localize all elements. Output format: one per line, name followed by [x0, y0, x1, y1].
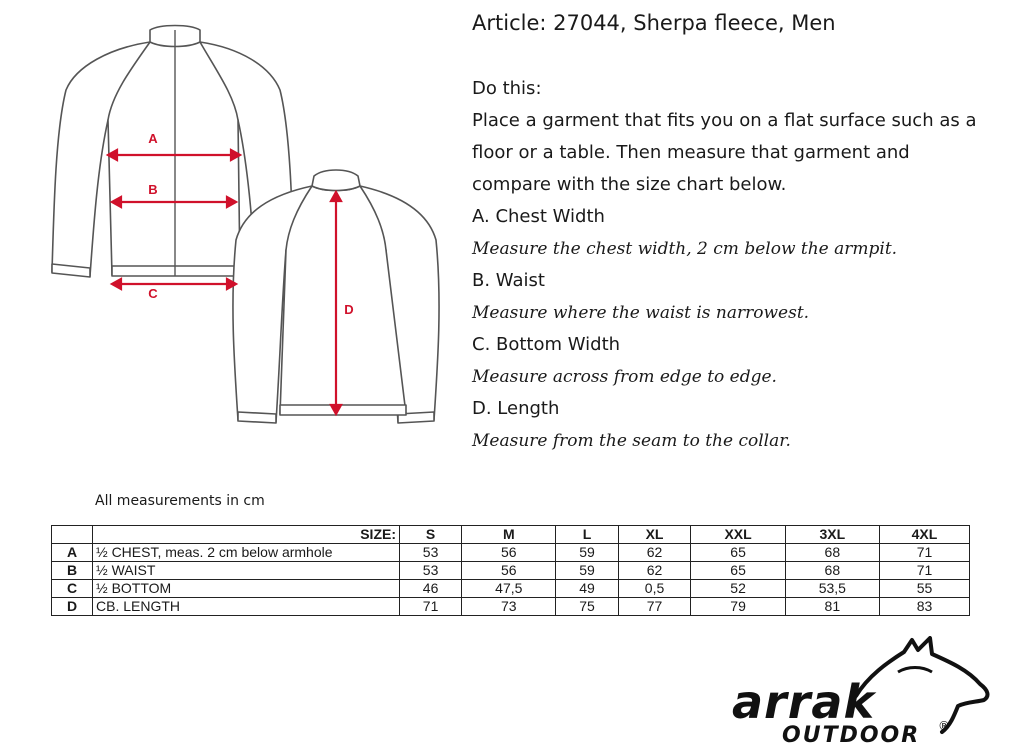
table-row [52, 580, 970, 598]
measure-c-title: C. Bottom Width [472, 334, 621, 355]
table-cell: 71 [879, 562, 969, 580]
logo-registered-mark: ® [938, 719, 950, 733]
size-header: 3XL [785, 526, 879, 544]
size-label: SIZE: [93, 526, 400, 544]
garment-diagram [0, 0, 470, 440]
table-cell: 75 [556, 598, 618, 616]
table-row [52, 598, 970, 616]
row-label: ½ CHEST, meas. 2 cm below armhole [93, 544, 400, 562]
row-label: ½ BOTTOM [93, 580, 400, 598]
size-header: XXL [691, 526, 785, 544]
table-cell: 68 [785, 562, 879, 580]
row-code: C [52, 580, 93, 598]
table-cell: 68 [785, 544, 879, 562]
row-code: D [52, 598, 93, 616]
table-header-row [52, 526, 970, 544]
label-d: D [344, 302, 354, 317]
size-header: M [462, 526, 556, 544]
table-cell: 79 [691, 598, 785, 616]
logo-brand-text: arrak [732, 675, 876, 729]
table-cell: 62 [618, 562, 691, 580]
size-header: XL [618, 526, 691, 544]
table-cell: 46 [400, 580, 462, 598]
measure-d-title: D. Length [472, 398, 560, 419]
table-cell: 73 [462, 598, 556, 616]
table-cell: 47,5 [462, 580, 556, 598]
measure-a-desc: Measure the chest width, 2 cm below the armpit. [472, 239, 898, 259]
size-header: 4XL [879, 526, 969, 544]
row-label: ½ WAIST [93, 562, 400, 580]
arrak-outdoor-logo [728, 636, 998, 748]
label-b: B [148, 182, 158, 197]
intro-line-1: Place a garment that fits you on a flat surface such as a [472, 110, 977, 131]
table-row [52, 562, 970, 580]
table-cell: 53,5 [785, 580, 879, 598]
table-cell: 52 [691, 580, 785, 598]
table-cell: 56 [462, 562, 556, 580]
row-code: B [52, 562, 93, 580]
table-cell: 81 [785, 598, 879, 616]
table-cell: 65 [691, 562, 785, 580]
article-title: Article: 27044, Sherpa fleece, Men [472, 11, 836, 35]
row-code: A [52, 544, 93, 562]
intro-line-3: compare with the size chart below. [472, 174, 787, 195]
instructions-panel [472, 8, 1012, 457]
table-cell: 71 [400, 598, 462, 616]
size-header: L [556, 526, 618, 544]
label-a: A [148, 131, 158, 146]
size-header: S [400, 526, 462, 544]
table-cell: 55 [879, 580, 969, 598]
table-cell: 83 [879, 598, 969, 616]
measure-b-title: B. Waist [472, 270, 545, 291]
table-cell: 71 [879, 544, 969, 562]
measure-b-desc: Measure where the waist is narrowest. [472, 303, 810, 323]
row-label: CB. LENGTH [93, 598, 400, 616]
table-cell: 65 [691, 544, 785, 562]
table-cell: 53 [400, 562, 462, 580]
logo-sub-text: OUTDOOR [782, 723, 921, 748]
units-note: All measurements in cm [95, 493, 265, 509]
table-cell: 59 [556, 562, 618, 580]
label-c: C [148, 286, 158, 301]
dog-head-icon [856, 638, 987, 732]
table-cell: 53 [400, 544, 462, 562]
table-cell: 62 [618, 544, 691, 562]
table-cell: 77 [618, 598, 691, 616]
size-chart-table [51, 525, 970, 616]
measure-d-desc: Measure from the seam to the collar. [472, 431, 791, 451]
instructions-heading: Do this: [472, 78, 542, 99]
table-cell: 59 [556, 544, 618, 562]
header-empty-cell [52, 526, 93, 544]
table-row [52, 544, 970, 562]
table-cell: 56 [462, 544, 556, 562]
intro-line-2: floor or a table. Then measure that garment and [472, 142, 910, 163]
measure-c-desc: Measure across from edge to edge. [472, 367, 777, 387]
table-cell: 49 [556, 580, 618, 598]
measure-a-title: A. Chest Width [472, 206, 605, 227]
table-cell: 0,5 [618, 580, 691, 598]
